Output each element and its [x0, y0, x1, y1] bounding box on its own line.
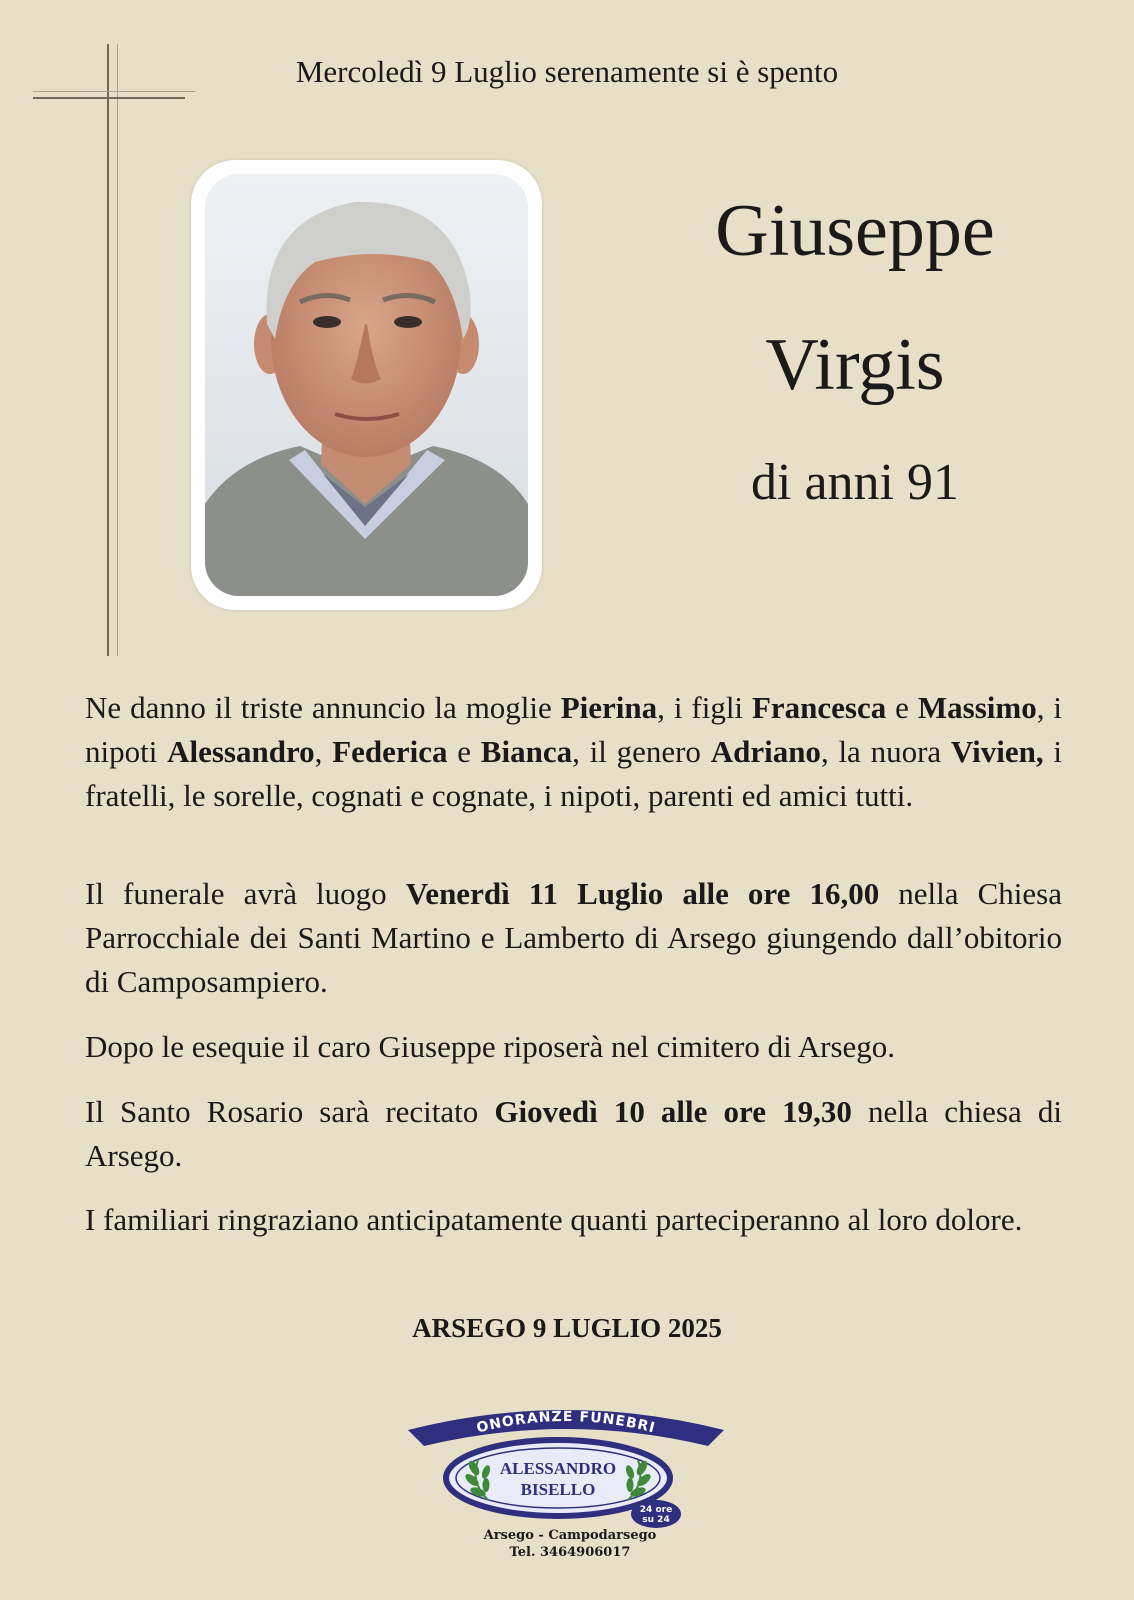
- cross-horizontal-bar: [33, 97, 185, 99]
- bold-text-run: Giovedì 10 alle ore 19,30: [494, 1094, 852, 1129]
- funeral-home-phone: Tel. 3464906017: [509, 1545, 631, 1560]
- text-run: I familiari ringraziano anticipatamente quanti parteciperanno al loro dolore.: [85, 1202, 1023, 1237]
- deceased-age: di anni 91: [751, 454, 959, 511]
- bold-text-run: Pierina: [560, 690, 658, 725]
- logo-name-line2: BISELLO: [520, 1480, 596, 1499]
- text-run: , i nipoti: [85, 690, 1062, 769]
- text-run: e: [447, 734, 481, 769]
- rosary-paragraph: [85, 1090, 1062, 1178]
- bold-text-run: Massimo: [917, 690, 1037, 725]
- bold-text-run: Alessandro: [167, 734, 315, 769]
- cross-vertical-bar: [107, 44, 109, 656]
- text-run: Dopo le esequie il caro Giuseppe riposerà nel cimitero di Arsego.: [85, 1029, 896, 1064]
- text-run: i fratelli, le sorelle, cognati e cognate, i nipoti, parenti ed amici tutti.: [85, 734, 1062, 813]
- deceased-last-name: Virgis: [765, 324, 945, 406]
- portrait-photo: [205, 174, 528, 596]
- logo-badge-line2: su 24: [642, 1515, 670, 1525]
- bold-text-run: Adriano: [710, 734, 821, 769]
- text-run: nella chiesa di Arsego.: [85, 1094, 1062, 1173]
- text-run: , i figli: [657, 690, 752, 725]
- logo-banner-text: ONORANZE FUNEBRI: [474, 1408, 658, 1437]
- logo-badge-line1: 24 ore: [639, 1505, 673, 1515]
- bold-text-run: Vivien,: [950, 734, 1044, 769]
- logo-name-line1: ALESSANDRO: [499, 1459, 617, 1478]
- cross-horizontal-line: [33, 91, 195, 92]
- text-run: , la nuora: [820, 734, 951, 769]
- text-run: Ne danno il triste annuncio la moglie: [85, 690, 561, 725]
- bold-text-run: Bianca: [480, 734, 573, 769]
- text-run: , il genero: [572, 734, 711, 769]
- portrait-illustration: [205, 174, 528, 596]
- text-run: e: [886, 690, 918, 725]
- text-run: ,: [314, 734, 333, 769]
- burial-paragraph: [85, 1025, 1062, 1069]
- thanks-paragraph: [85, 1198, 1062, 1242]
- text-run: Il funerale avrà luogo: [85, 876, 406, 911]
- bold-text-run: Federica: [332, 734, 448, 769]
- bold-text-run: Venerdì 11 Luglio alle ore 16,00: [405, 876, 880, 911]
- death-date-headline: Mercoledì 9 Luglio serenamente si è spento: [295, 54, 839, 89]
- text-run: nella Chiesa Parrocchiale dei Santi Martino e Lamberto di Arsego giungendo dall’obitorio di Camposampiero.: [85, 876, 1062, 999]
- funeral-home-locations: Arsego - Campodarsego: [483, 1528, 657, 1543]
- funeral-details-paragraph: [85, 872, 1062, 1004]
- deceased-first-name: Giuseppe: [715, 190, 995, 272]
- text-run: Il Santo Rosario sarà recitato: [85, 1094, 495, 1129]
- cross-vertical-line: [117, 44, 118, 656]
- portrait-frame: [191, 160, 542, 610]
- family-announcement-paragraph: [85, 686, 1062, 818]
- logo-oval: [446, 1440, 673, 1516]
- place-date-line: ARSEGO 9 LUGLIO 2025: [412, 1313, 722, 1343]
- bold-text-run: Francesca: [751, 690, 887, 725]
